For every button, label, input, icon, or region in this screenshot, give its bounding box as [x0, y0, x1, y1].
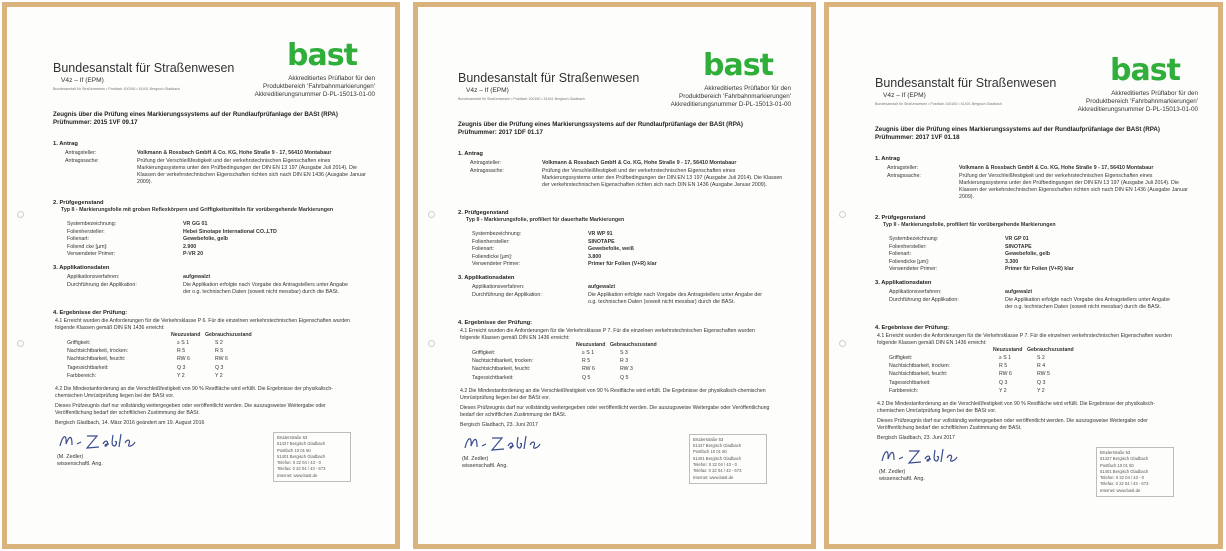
- result-used: Q 3: [1037, 379, 1046, 386]
- test-number: Prüfnummer: 2015 1VF 09.17: [53, 119, 138, 127]
- results-note: 4.2 Die Mindestanforderung an die Verschleißfestigkeit von 90 % Restfläche wird erfüllt. Die Ergebnisse der physikalisch-chemischen Umrüstprüfung liegen bei der BASt vor.: [877, 401, 1155, 414]
- matter-label: Antragssache:: [470, 168, 504, 174]
- address-line: Postfach 10 01 50: [693, 449, 727, 455]
- result-label: Nachtsichtbarkeit, feucht:: [472, 366, 531, 373]
- applicant-value: Volkmann & Rossbach GmbH & Co. KG, Hohe Straße 9 - 17, 56410 Montabaur: [137, 150, 332, 156]
- sender-line: Bundesanstalt für Straßenwesen • Postfach 100150 • 51401 Bergisch Gladbach: [458, 97, 585, 101]
- test-object-label: Foliendicke [µm]:: [889, 258, 930, 265]
- address-line: Telefon: 0 22 04 / 43 - 0: [1100, 475, 1144, 481]
- result-label: Nachtsichtbarkeit, trocken:: [889, 363, 951, 370]
- result-label: Nachtsichtbarkeit, trocken:: [67, 348, 129, 355]
- accreditation-block: [1028, 90, 1198, 114]
- test-object-value: Hebei Sinotape International CO.,LTD: [183, 228, 277, 235]
- certificate-2: [413, 2, 816, 549]
- signer-title: wissenschaftl. Ang.: [879, 476, 925, 483]
- document-page: [418, 7, 811, 544]
- result-used: RW 3: [620, 366, 633, 373]
- column-new-state: Neuzustand: [993, 347, 1023, 353]
- test-object-label: Verwendeter Primer:: [889, 266, 938, 273]
- signer-title: wissenschaftl. Ang.: [462, 462, 508, 469]
- result-used: RW 5: [1037, 371, 1050, 378]
- document-page: [7, 7, 395, 544]
- place-date: Bergisch Gladbach, 23. Juni 2017: [877, 435, 955, 441]
- result-used: Q 5: [620, 374, 629, 381]
- accreditation-line: Akkreditierungsnummer D-PL-15013-01-00: [670, 100, 791, 108]
- address-line: Brüderstraße 53: [277, 435, 308, 440]
- test-object-value: Primer für Folien (V+R) klar: [588, 261, 657, 268]
- test-object-label: Folienhersteller:: [67, 228, 105, 235]
- application-label: Durchführung der Applikation:: [67, 282, 137, 288]
- result-used: S 2: [215, 340, 223, 346]
- result-used: R 3: [620, 358, 629, 365]
- test-object-value: Gewebefolie, gelb: [1005, 251, 1051, 258]
- signer-block: [57, 454, 103, 468]
- results-note: 4.2 Die Mindestanforderung an die Verschleißfestigkeit von 90 % Restfläche wird erfüllt. Die Ergebnisse der physikalisch-chemischen Umrüstprüfung liegen bei der BASt vor.: [460, 387, 766, 401]
- result-new: R 5: [177, 348, 186, 355]
- accreditation-line: Akkreditierungsnummer D-PL-15013-01-00: [254, 90, 375, 98]
- accreditation-line: Produktbereich 'Fahrbahnmarkierungen': [1086, 97, 1198, 105]
- column-used-state: Gebrauchszustand: [205, 332, 252, 338]
- address-box: [273, 432, 351, 482]
- result-new: Y 2: [999, 387, 1007, 394]
- accreditation-block: [205, 75, 375, 99]
- certificate-heading: [458, 121, 781, 137]
- signature: [57, 430, 147, 457]
- result-used: S 3: [620, 350, 628, 356]
- address-line: 51401 Bergisch Gladbach: [277, 453, 326, 459]
- application-value: aufgewalzt: [183, 274, 211, 280]
- applicant-value: Volkmann & Rossbach GmbH & Co. KG, Hohe Straße 9 - 17, 56410 Montabaur: [542, 160, 737, 166]
- department-code: V4z – If (EPM): [61, 77, 104, 84]
- result-label: Nachtsichtbarkeit, trocken:: [472, 358, 534, 365]
- test-object-value: Gewebefolie, gelb: [183, 236, 229, 243]
- section-applicant: 1. Antrag: [875, 156, 900, 162]
- certificate-heading: [53, 111, 365, 127]
- result-new: ≥ S 1: [177, 340, 190, 346]
- result-label: Griffigkeit:: [67, 340, 91, 346]
- matter-value: Prüfung der Verschleißfestigkeit und der verkehrstechnischen Eigenschaften eines Markierungssystems unter den Prüfbedingungen der DIN EN 13 197 (Ausgabe Juli 2014). Die Klassen der verkehrstechnischen Eigenschaften richten sich nach DIN EN 1436 (Ausgabe Januar 2009).: [137, 158, 366, 185]
- section-applicant: 1. Antrag: [458, 151, 483, 157]
- result-label: Farbbereich:: [889, 387, 919, 394]
- section-application: 3. Applikationsdaten: [458, 275, 515, 281]
- address-line: 51427 Bergisch Gladbach: [277, 441, 326, 447]
- section-application: 3. Applikationsdaten: [53, 265, 110, 271]
- result-label: Griffigkeit:: [472, 350, 496, 356]
- result-used: R 4: [1037, 363, 1046, 370]
- address-line: Internet: www.bast.de: [277, 472, 318, 478]
- address-line: Internet: www.bast.de: [693, 474, 734, 480]
- matter-label: Antragssache:: [887, 173, 921, 179]
- result-label: Farbbereich:: [67, 372, 97, 379]
- accreditation-line: Akkreditiertes Prüflabor für den: [1111, 90, 1198, 97]
- applicant-value: Volkmann & Rossbach GmbH & Co. KG, Hohe Straße 9 - 17, 56410 Montabaur: [959, 165, 1154, 171]
- result-new: RW 6: [582, 366, 595, 373]
- address-line: Internet: www.bast.de: [1100, 487, 1141, 493]
- institute-name: Bundesanstalt für Straßenwesen: [875, 76, 1057, 90]
- address-line: 51401 Bergisch Gladbach: [693, 455, 742, 461]
- section-test-object: 2. Prüfgegenstand: [875, 215, 926, 221]
- bast-logo: bast: [1110, 53, 1180, 88]
- result-used: Y 2: [1037, 387, 1045, 394]
- test-object-value: VR GG 01: [183, 221, 208, 227]
- place-date: Bergisch Gladbach, 14. März 2016 geändert am 19. August 2016: [55, 420, 205, 426]
- result-label: Tagessichtbarkeit:: [889, 379, 931, 386]
- document-page: [829, 7, 1218, 544]
- test-object-value: Gewebefolie, weiß: [588, 246, 634, 253]
- application-label: Applikationsverfahren:: [67, 274, 120, 280]
- test-object-type: Typ II - Markierungsfolie mit groben Reflexkörpern und Griffigkeitsmitteln für vorübergehende Markierungen: [61, 207, 334, 213]
- result-label: Nachtsichtbarkeit, feucht:: [889, 371, 948, 378]
- accreditation-line: Akkreditiertes Prüflabor für den: [288, 75, 375, 82]
- institute-name: Bundesanstalt für Straßenwesen: [53, 61, 235, 75]
- application-label: Durchführung der Applikation:: [472, 292, 542, 298]
- column-used-state: Gebrauchszustand: [1027, 347, 1074, 353]
- certificate-1: [2, 2, 400, 549]
- accreditation-line: Akkreditiertes Prüflabor für den: [704, 85, 791, 92]
- accreditation-line: Akkreditierungsnummer D-PL-15013-01-00: [1077, 105, 1198, 113]
- result-new: Q 3: [177, 364, 186, 371]
- bast-logo: bast: [287, 38, 357, 73]
- matter-value: Prüfung der Verschleißfestigkeit und der verkehrstechnischen Eigenschaften eines Markierungssystems unter den Prüfbedingungen der DIN EN 13 197 (Ausgabe Juli 2014). Die Klassen der verkehrstechnischen Eigenschaften richten sich nach DIN EN 1436 (Ausgabe Januar 2009).: [542, 168, 783, 188]
- test-object-value: 2.900: [183, 243, 197, 250]
- results-note: 4.2 Die Mindestanforderung an die Verschleißfestigkeit von 90 % Restfläche wird erfüllt. Die Ergebnisse der physikalisch-chemischen Umrüstprüfung liegen bei der BASt vor.: [55, 386, 333, 399]
- certificate-heading: [875, 126, 1188, 142]
- test-object-label: Verwendeter Primer:: [67, 251, 116, 258]
- result-new: R 5: [582, 358, 591, 365]
- institute-name: Bundesanstalt für Straßenwesen: [458, 71, 640, 85]
- result-new: R 5: [999, 363, 1008, 370]
- application-value: Die Applikation erfolgte nach Vorgabe des Antragstellers unter Angabe der o.g. technischen Daten (soweit nicht messbar) durch die BASt.: [1005, 297, 1170, 310]
- column-new-state: Neuzustand: [576, 342, 606, 348]
- test-object-value: Primer für Folien (V+R) klar: [1005, 266, 1074, 273]
- test-object-type: Typ II - Markierungsfolie, profiliert für vorübergehende Markierungen: [883, 222, 1056, 228]
- result-used: S 2: [1037, 355, 1045, 361]
- test-object-label: Folienhersteller:: [472, 238, 510, 245]
- address-line: Postfach 10 01 50: [277, 447, 311, 453]
- test-number: Prüfnummer: 2017 1VF 01.18: [875, 134, 960, 142]
- address-box: [1096, 447, 1174, 497]
- sender-line: Bundesanstalt für Straßenwesen • Postfach 100150 • 51401 Bergisch Gladbach: [53, 87, 180, 91]
- application-value: aufgewalzt: [1005, 289, 1033, 295]
- heading-text: Zeugnis über die Prüfung eines Markierungssystems auf der Rundlaufprüfanlage der BASt (RPA): [53, 111, 338, 118]
- address-line: 51427 Bergisch Gladbach: [693, 443, 742, 449]
- result-label: Tagessichtbarkeit:: [472, 374, 514, 381]
- application-label: Durchführung der Applikation:: [889, 297, 959, 303]
- sender-line: Bundesanstalt für Straßenwesen • Postfach 100150 • 51401 Bergisch Gladbach: [875, 102, 1002, 106]
- test-object-value: 3.300: [1005, 258, 1019, 265]
- signer-block: [462, 456, 508, 470]
- punch-hole: [428, 211, 435, 218]
- result-used: Q 3: [215, 364, 224, 371]
- signer-name: (M. Zedler): [879, 469, 906, 475]
- result-used: RW 6: [215, 356, 228, 363]
- result-used: R 5: [215, 348, 224, 355]
- applicant-label: Antragsteller:: [887, 165, 919, 171]
- punch-hole: [428, 340, 435, 347]
- result-used: Y 2: [215, 372, 223, 379]
- accreditation-block: [621, 85, 791, 109]
- department-code: V4z – If (EPM): [883, 92, 926, 99]
- address-box: [689, 434, 767, 484]
- test-object-value: VR GP 01: [1005, 236, 1029, 242]
- application-label: Applikationsverfahren:: [889, 289, 942, 295]
- section-application: 3. Applikationsdaten: [875, 280, 932, 286]
- results-intro: 4.1 Erreicht wurden die Anforderungen für die Verkehrsklasse P 7. Für die einzelnen verkehrstechnischen Eigenschaften wurden folgende Klassen gemäß DIN EN 1436 erreicht:: [460, 328, 755, 341]
- test-object-value: 3.800: [588, 253, 602, 260]
- bast-logo: bast: [703, 48, 773, 83]
- place-date: Bergisch Gladbach, 23. Juni 2017: [460, 421, 538, 428]
- test-object-label: Folienart:: [889, 251, 912, 258]
- test-object-label: Folienart:: [67, 236, 90, 243]
- application-label: Applikationsverfahren:: [472, 284, 525, 290]
- test-object-value: SINOTAPE: [588, 238, 615, 245]
- test-object-label: Systembezeichnung:: [67, 221, 117, 227]
- result-new: Q 3: [999, 379, 1008, 386]
- address-line: 51427 Bergisch Gladbach: [1100, 456, 1149, 462]
- signer-name: (M. Zedler): [462, 455, 489, 462]
- address-line: Telefon: 0 22 04 / 43 - 0: [277, 460, 321, 466]
- test-object-label: Systembezeichnung:: [889, 236, 939, 242]
- punch-hole: [17, 340, 24, 347]
- section-results: 4. Ergebnisse der Prüfung:: [53, 310, 128, 316]
- section-test-object: 2. Prüfgegenstand: [53, 200, 104, 206]
- matter-label: Antragssache:: [65, 158, 99, 164]
- address-line: Telefax: 0 22 04 / 43 - 673: [277, 466, 326, 472]
- result-new: RW 6: [177, 356, 190, 363]
- address-line: Postfach 10 01 50: [1100, 462, 1134, 468]
- test-object-label: Foliendicke [µm]:: [472, 253, 513, 260]
- section-test-object: 2. Prüfgegenstand: [458, 210, 509, 216]
- application-value: aufgewalzt: [588, 284, 616, 290]
- test-object-label: Folienart:: [472, 246, 495, 253]
- signature: [879, 445, 969, 472]
- column-new-state: Neuzustand: [171, 332, 201, 338]
- signer-block: [879, 469, 925, 483]
- applicant-label: Antragsteller:: [65, 150, 97, 156]
- department-code: V4z – If (EPM): [466, 87, 509, 94]
- section-applicant: 1. Antrag: [53, 141, 78, 147]
- application-value: Die Applikation erfolgte nach Vorgabe des Antragstellers unter Angabe der o.g. technischen Daten (soweit nicht messbar) durch die BASt.: [183, 282, 348, 295]
- heading-text: Zeugnis über die Prüfung eines Markierungssystems auf der Rundlaufprüfanlage der BASt (RPA): [875, 126, 1160, 133]
- punch-hole: [839, 340, 846, 347]
- closing-statement: Dieses Prüfzeugnis darf nur vollständig weitergegeben oder veröffentlicht werden. Die auszugsweise Weitergabe oder Veröffentlichung bedarf der schriftlichen Zustimmung der BASt.: [55, 403, 326, 416]
- test-object-label: Verwendeter Primer:: [472, 261, 521, 268]
- result-new: ≥ S 1: [582, 350, 595, 356]
- section-results: 4. Ergebnisse der Prüfung:: [875, 325, 950, 331]
- signer-title: wissenschaftl. Ang.: [57, 461, 103, 468]
- result-new: Q 5: [582, 374, 591, 381]
- closing-statement: Dieses Prüfzeugnis darf nur vollständig weitergegeben oder veröffentlicht werden. Die auszugsweise Weitergabe oder Veröffentlichung bedarf der schriftlichen Zustimmung der BASt.: [460, 404, 770, 418]
- accreditation-line: Produktbereich 'Fahrbahnmarkierungen': [679, 92, 791, 100]
- address-line: Telefax: 0 22 04 / 43 - 673: [693, 468, 742, 474]
- test-object-value: VR WP 91: [588, 231, 613, 237]
- matter-value: Prüfung der Verschleißfestigkeit und der verkehrstechnischen Eigenschaften eines Markierungssystems unter den Prüfbedingungen der DIN EN 13 197 (Ausgabe Juli 2014). Die Klassen der verkehrstechnischen Eigenschaften richten sich nach DIN EN 1436 (Ausgabe Januar 2009).: [959, 173, 1188, 200]
- address-line: Telefax: 0 22 04 / 43 - 673: [1100, 481, 1149, 487]
- signature: [462, 432, 552, 459]
- punch-hole: [17, 211, 24, 218]
- accreditation-line: Produktbereich 'Fahrbahnmarkierungen': [263, 82, 375, 90]
- heading-text: Zeugnis über die Prüfung eines Markierungssystems auf der Rundlaufprüfanlage der BASt (RPA): [458, 121, 743, 128]
- punch-hole: [839, 211, 846, 218]
- result-new: RW 6: [999, 371, 1012, 378]
- signer-name: (M. Zedler): [57, 454, 84, 460]
- test-object-value: SINOTAPE: [1005, 243, 1032, 250]
- test-object-type: Typ II - Markierungsfolie, profiliert für dauerhafte Markierungen: [466, 217, 625, 223]
- results-intro: 4.1 Erreicht wurden die Anforderungen für die Verkehrsklasse P 7. Für die einzelnen verkehrstechnischen Eigenschaften wurden folgende Klassen gemäß DIN EN 1436 erreicht:: [877, 333, 1172, 346]
- test-object-label: Folienhersteller:: [889, 243, 927, 250]
- address-line: Telefon: 0 22 04 / 43 - 0: [693, 461, 737, 467]
- result-label: Nachtsichtbarkeit, feucht:: [67, 356, 126, 363]
- result-label: Tagessichtbarkeit:: [67, 364, 109, 371]
- results-intro: 4.1 Erreicht wurden die Anforderungen für die Verkehrsklasse P 6. Für die einzelnen verkehrstechnischen Eigenschaften wurden folgende Klassen gemäß DIN EN 1436 erreicht:: [55, 318, 350, 331]
- test-object-value: P-VR 20: [183, 251, 204, 258]
- application-value: Die Applikation erfolgte nach Vorgabe des Antragstellers unter Angabe der o.g. technischen Daten (soweit nicht messbar) durch die BASt.: [588, 292, 763, 305]
- test-number: Prüfnummer: 2017 1DF 01.17: [458, 129, 543, 137]
- section-results: 4. Ergebnisse der Prüfung:: [458, 320, 533, 326]
- test-object-label: Foliend cke [µm]:: [67, 243, 108, 250]
- result-new: Y 2: [177, 372, 185, 379]
- address-line: Brüderstraße 53: [1100, 450, 1131, 455]
- applicant-label: Antragsteller:: [470, 160, 502, 166]
- address-line: 51401 Bergisch Gladbach: [1100, 468, 1149, 474]
- result-label: Griffigkeit:: [889, 355, 913, 361]
- column-used-state: Gebrauchszustand: [610, 342, 657, 348]
- address-line: Brüderstraße 53: [693, 436, 724, 442]
- test-object-label: Systembezeichnung:: [472, 231, 522, 237]
- certificate-3: [824, 2, 1223, 549]
- result-new: ≥ S 1: [999, 355, 1012, 361]
- closing-statement: Dieses Prüfzeugnis darf nur vollständig weitergegeben oder veröffentlicht werden. Die auszugsweise Weitergabe oder Veröffentlichung bedarf der schriftlichen Zustimmung der BASt.: [877, 418, 1148, 431]
